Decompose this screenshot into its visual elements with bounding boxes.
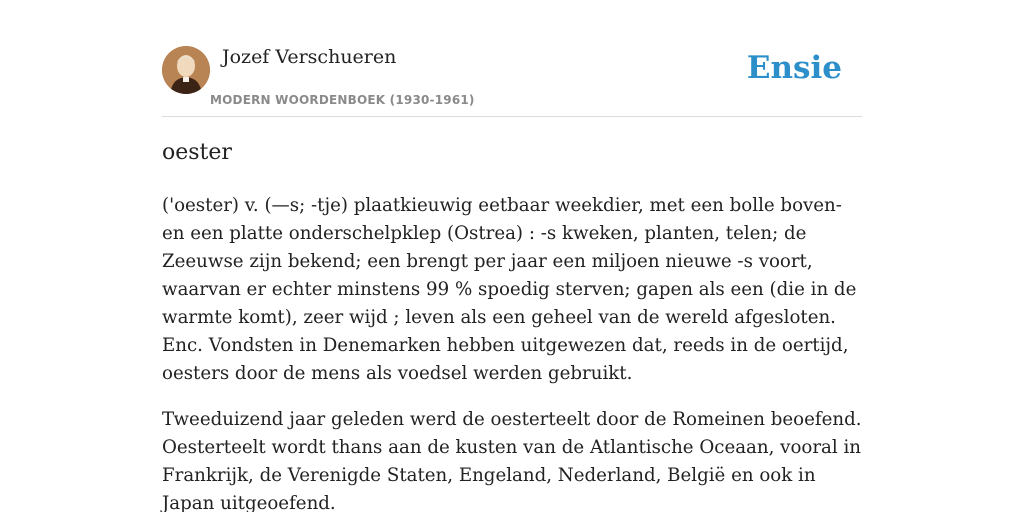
avatar-portrait-icon bbox=[162, 46, 210, 94]
entry-title: oester bbox=[162, 140, 232, 165]
header bbox=[162, 46, 862, 117]
entry-paragraph: Tweeduizend jaar geleden werd de oesterteelt door de Romeinen beoefend. Oesterteelt wordt thans aan de kusten van de Atlantische Oceaan, vooral in Frankrijk, de Verenigde Staten, Engeland, Nederland, België en ook in Japan uitgeoefend. bbox=[162, 409, 862, 512]
entry-paragraph: ('oester) v. (—s; -tje) plaatkieuwig eetbaar weekdier, met een bolle boven- en een platte onderschelpklep (Ostrea) : -s kweken, planten, telen; de Zeeuwse zijn bekend; een brengt per jaar een miljoen nieuwe -s voort, waarvan er echter minstens 99 % spoedig sterven; gapen als een (die in de warmte komt), zeer wijd ; leven als een geheel van de wereld afgesloten. Enc. Vondsten in Denemarken hebben uitgewezen dat, reeds in de oertijd, oesters door de mens als voedsel werden gebruikt. bbox=[162, 195, 857, 384]
source-dictionary[interactable]: MODERN WOORDENBOEK (1930-1961) bbox=[210, 93, 475, 107]
author-name[interactable]: Jozef Verschueren bbox=[222, 46, 397, 68]
entry-content bbox=[162, 192, 868, 512]
author-avatar[interactable] bbox=[162, 46, 210, 94]
brand-logo[interactable]: Ensie bbox=[746, 50, 842, 86]
